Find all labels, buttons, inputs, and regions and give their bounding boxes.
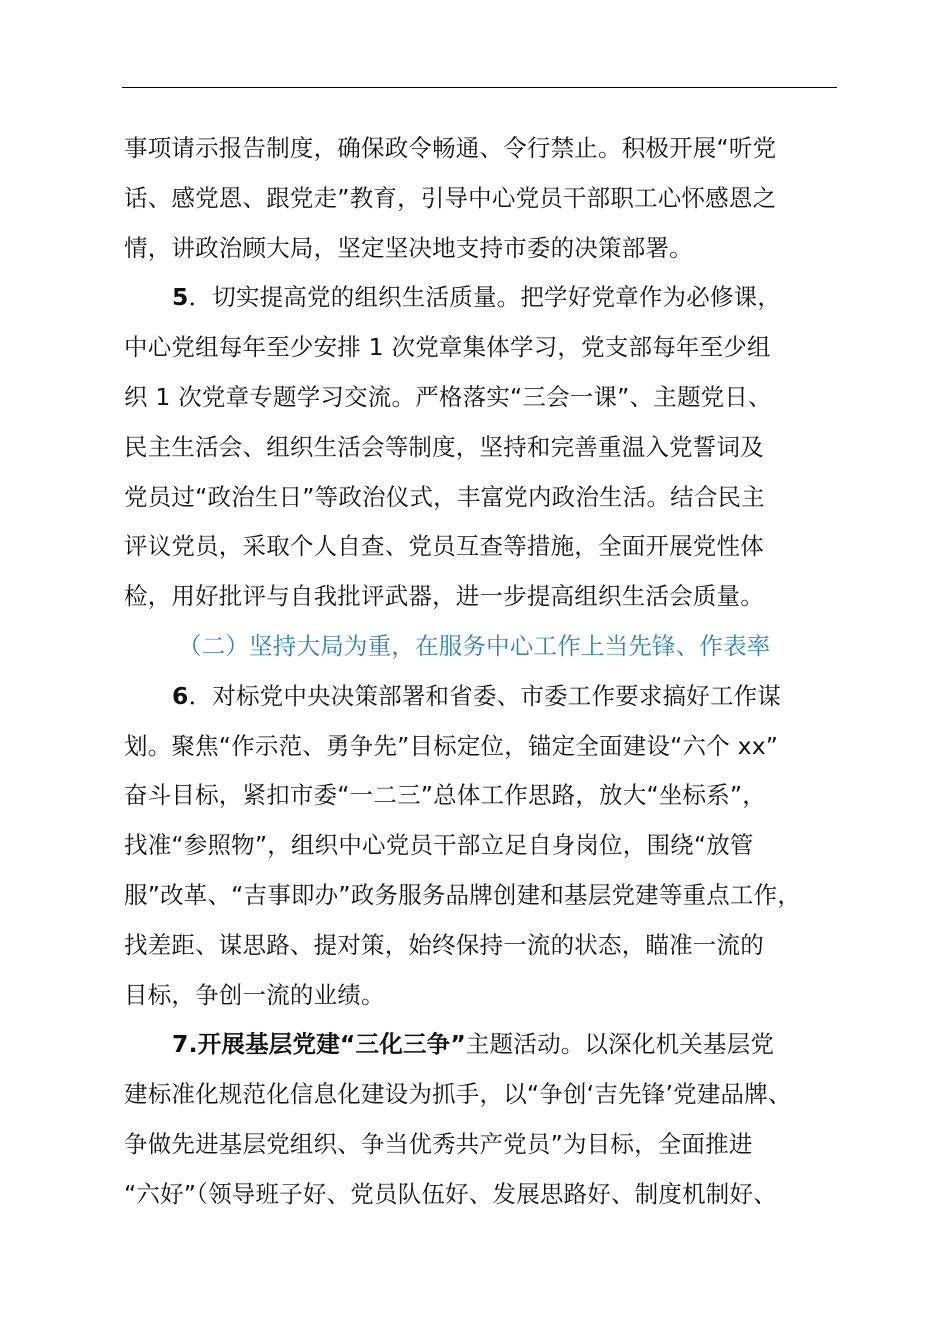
paragraph-line: 服”改革、“吉事即办”政务服务品牌创建和基层党建等重点工作， [124,880,802,909]
item-6-title: ．对标党中央决策部署和省委、市委工作要求搞好工作谋 [188,681,782,710]
paragraph-line: 中心党组每年至少安排 1 次党章集体学习，党支部每年至少组 [124,333,771,362]
paragraph-line: 奋斗目标，紧扣市委“一二三”总体工作思路，放大“坐标系”， [124,781,766,810]
paragraph-line: 党员过“政治生日”等政治仪式，丰富党内政治生活。结合民主 [124,482,765,511]
item-7-first-line [124,1020,836,1070]
paragraph-line: 评议党员，采取个人自查、党员互查等措施，全面开展党性体 [124,532,764,561]
paragraph-line: 民主生活会、组织生活会等制度，坚持和完善重温入党誓词及 [124,432,764,461]
item-5-number: 5 [172,283,189,312]
paragraph-line: 找准“参照物”，组织中心党员干部立足自身岗位，围绕“放管 [124,831,754,860]
header-rule [122,87,837,88]
item-6-first-line [124,672,836,722]
paragraph-line: 争做先进基层党组织、争当优秀共产党员”为目标，全面推进 [124,1129,753,1158]
paragraph-line: 事项请示报告制度，确保政令畅通、令行禁止。积极开展“听党 [124,134,777,162]
paragraph-line: 织 1 次党章专题学习交流。严格落实“三会一课”、主题党日、 [124,382,772,411]
paragraph-line: 情，讲政治顾大局，坚定坚决地支持市委的决策部署。 [124,233,693,262]
paragraph-line: 建标准化规范化信息化建设为抓手，以“争创‘吉先锋’党建品牌、 [124,1080,792,1109]
paragraph-line: 找差距、谋思路、提对策，始终保持一流的状态，瞄准一流的 [124,930,764,959]
paragraph-line: 检，用好批评与自我批评武器，进一步提高组织生活会质量。 [124,582,764,611]
paragraph-line: 划。聚焦“作示范、勇争先”目标定位，锚定全面建设“六个 xx” [124,731,779,760]
document-body [124,124,836,1220]
paragraph-line: 目标，争创一流的业绩。 [124,980,385,1009]
item-5-title: ．切实提高党的组织生活质量。把学好党章作为必修课， [188,283,782,312]
item-6-number: 6 [172,681,189,710]
item-5-first-line [124,273,836,323]
paragraph-line: “六好”（领导班子好、党员队伍好、发展思路好、制度机制好、 [124,1179,777,1208]
item-7-number: 7 [172,1030,189,1059]
item-7-bold-title: .开展基层党建“三化三争” [188,1030,466,1059]
section-heading: （二）坚持大局为重，在服务中心工作上当先锋、作表率 [178,631,771,660]
paragraph-line: 话、感党恩、跟党走”教育，引导中心党员干部职工心怀感恩之 [124,183,777,212]
item-7-title-rest: 主题活动。以深化机关基层党 [465,1030,775,1059]
